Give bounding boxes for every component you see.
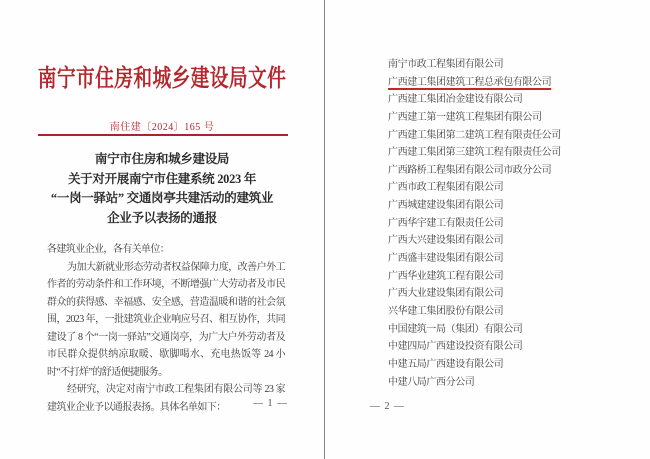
page-2	[325, 0, 650, 459]
page-number-2: — 2 —	[370, 401, 405, 412]
company-list-item: 兴华建工集团股份有限公司	[388, 305, 504, 317]
document-body	[47, 241, 285, 416]
company-list-item: 广西建工第一建筑工程集团有限公司	[388, 111, 542, 123]
company-list-item: 广西建工集团第二建筑工程有限责任公司	[388, 129, 561, 141]
company-list	[388, 56, 642, 391]
red-divider-line	[38, 134, 288, 136]
company-list-item: 广西建工集团第三建筑工程有限责任公司	[388, 147, 561, 159]
company-list-item: 广西路桥工程集团有限公司市政分公司	[388, 164, 552, 176]
company-list-item: 中国建筑一局（集团）有限公司	[388, 323, 523, 335]
company-list-item: 广西市政工程集团有限公司	[388, 182, 504, 194]
company-list-item: 广西华宇建工有限责任公司	[388, 217, 504, 229]
company-list-item: 广西华业建筑工程有限公司	[388, 270, 504, 282]
body-paragraph-1: 为加大新就业形态劳动者权益保障力度，改善户外工作者的劳动条件和工作环境，不断增强广大劳动者及市民群众的获得感、幸福感、安全感，营造温暖和谐的社会氛围，2023 年，一批建筑业企业响应号召、相互协作，共同建设了 8 个“一岗一驿站”交通岗亭，为广大户外劳动者及市民群众提供纳凉取暖、歇脚喝水、充电热饭等 24 小时“不打烊”的舒适便捷服务。	[47, 261, 285, 378]
company-list-item-underlined: 广西建工集团建筑工程总承包有限公司	[388, 76, 552, 88]
company-list-item: 广西建工集团冶金建设有限公司	[388, 94, 523, 106]
company-list-item: 广西城建建设集团有限公司	[388, 200, 504, 212]
document-header: 南宁市住房和城乡建设局文件	[37, 66, 287, 92]
title-line-2: 关于对开展南宁市住建系统 2023 年	[67, 171, 257, 186]
company-list-item: 中建四局广西建设投资有限公司	[388, 341, 523, 353]
company-list-item: 中建八局广西分公司	[388, 376, 475, 388]
title-line-3: “一岗一驿站” 交通岗亭共建活动的建筑业	[50, 191, 274, 205]
title-line-4: 企业予以表扬的通报	[107, 210, 217, 225]
company-list-item: 广西盛丰建设集团有限公司	[388, 253, 504, 265]
body-paragraph-2: 经研究，决定对南宁市政工程集团有限公司等 23 家建筑业企业予以通报表扬。具体名单如下：	[47, 384, 285, 413]
company-list-item: 广西大兴建设集团有限公司	[388, 235, 504, 247]
document-title	[14, 150, 310, 228]
page-number-1: — 1 —	[253, 398, 288, 409]
salutation: 各建筑业企业，各有关单位：	[47, 244, 170, 255]
company-list-item: 南宁市政工程集团有限公司	[388, 59, 504, 70]
document-number: 南住建〔2024〕165 号	[109, 122, 215, 133]
title-line-1: 南宁市住房和城乡建设局	[94, 152, 230, 166]
company-list-item: 广西大业建设集团有限公司	[388, 288, 504, 300]
company-list-item: 中建五局广西建设有限公司	[388, 358, 504, 370]
